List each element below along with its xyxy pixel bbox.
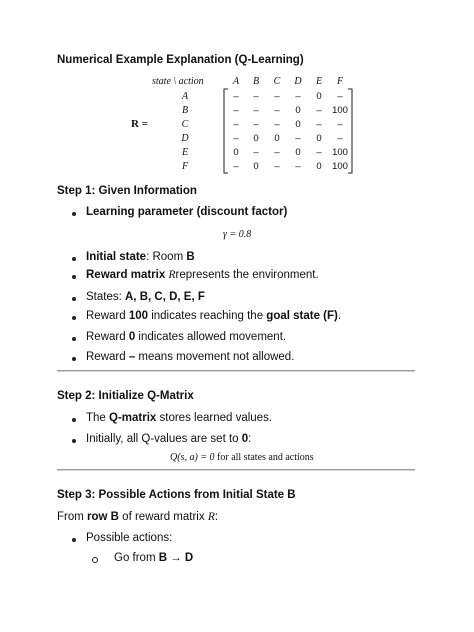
matrix-cell: 100 <box>332 105 348 116</box>
step3-intro-line: From row B of reward matrix R: <box>57 511 219 523</box>
matrix-cell: 0 <box>316 91 322 102</box>
step2-heading: Step 2: Initialize Q-Matrix <box>57 390 194 402</box>
step1-bullet-reward-dash: Reward – means movement not allowed. <box>86 351 295 363</box>
matrix-row-label: A <box>181 91 189 102</box>
matrix-cell: – <box>295 133 301 144</box>
step1-bullet-initial-state: Initial state: Room B <box>86 251 195 263</box>
matrix-cell: – <box>233 105 239 116</box>
matrix-row-label: C <box>181 119 189 130</box>
bullet-icon <box>72 357 76 361</box>
matrix-cell: 0 <box>295 147 301 158</box>
matrix-col-header: B <box>252 76 260 87</box>
matrix-cell: – <box>274 161 280 172</box>
matrix-cell: – <box>274 105 280 116</box>
step1-bullet-reward-0: Reward 0 indicates allowed movement. <box>86 331 287 343</box>
matrix-cell: 0 <box>274 133 280 144</box>
matrix-cell: 0 <box>316 161 322 172</box>
section-divider <box>57 370 415 372</box>
matrix-label: R = <box>131 118 148 130</box>
matrix-cell: – <box>233 119 239 130</box>
bullet-icon <box>72 297 76 301</box>
section-divider <box>57 469 415 471</box>
matrix-cell: 0 <box>295 119 301 130</box>
matrix-cell: – <box>316 119 322 130</box>
step3-bullet-possible-actions: Possible actions: <box>86 532 173 544</box>
step1-bullet-reward-100: Reward 100 indicates reaching the goal state (F). <box>86 310 342 322</box>
bullet-icon <box>72 337 76 341</box>
matrix-row-label: F <box>181 161 189 172</box>
matrix-cell: – <box>274 119 280 130</box>
gamma-equation: γ = 0.8 <box>223 229 252 240</box>
matrix-cell: – <box>337 91 343 102</box>
step2-bullet-qmatrix: The Q-matrix stores learned values. <box>86 412 273 424</box>
matrix-cell: – <box>295 161 301 172</box>
matrix-cell: – <box>253 119 259 130</box>
matrix-cell: – <box>337 133 343 144</box>
matrix-col-header: E <box>315 76 323 87</box>
step1-bullet-reward-matrix: Reward matrix Rrepresents the environment. <box>86 269 319 281</box>
matrix-col-header: F <box>336 76 344 87</box>
bullet-icon <box>72 316 76 320</box>
matrix-cell: 0 <box>233 147 239 158</box>
matrix-row-label: D <box>181 133 189 144</box>
matrix-row-label: E <box>181 147 189 158</box>
matrix-cell: – <box>337 119 343 130</box>
matrix-cell: – <box>233 91 239 102</box>
matrix-cell: – <box>253 105 259 116</box>
matrix-cell: – <box>316 105 322 116</box>
step1-bullet-discount: Learning parameter (discount factor) <box>86 206 288 218</box>
bullet-icon <box>72 212 76 216</box>
matrix-cell: – <box>233 161 239 172</box>
matrix-col-header: C <box>273 76 281 87</box>
sub-bullet-icon <box>92 557 98 563</box>
matrix-cell: – <box>253 147 259 158</box>
matrix-cell: 100 <box>332 161 348 172</box>
step1-bullet-states: States: A, B, C, D, E, F <box>86 291 205 303</box>
matrix-cell: 0 <box>253 133 259 144</box>
matrix-col-header: D <box>294 76 302 87</box>
q-init-equation: Q(s, a) = 0 for all states and actions <box>170 452 314 463</box>
matrix-cell: – <box>274 91 280 102</box>
bullet-icon <box>72 418 76 422</box>
matrix-cell: – <box>295 91 301 102</box>
step1-heading: Step 1: Given Information <box>57 185 197 197</box>
matrix-cell: – <box>316 147 322 158</box>
matrix-cell: 0 <box>295 105 301 116</box>
matrix-cell: 0 <box>253 161 259 172</box>
matrix-col-header: A <box>232 76 240 87</box>
matrix-cell: – <box>253 91 259 102</box>
matrix-cell: 0 <box>316 133 322 144</box>
matrix-row-label: B <box>181 105 189 116</box>
matrix-cell: – <box>233 133 239 144</box>
page-title: Numerical Example Explanation (Q-Learning) <box>57 54 304 66</box>
bullet-icon <box>72 275 76 279</box>
bullet-icon <box>72 538 76 542</box>
step3-sub-bullet-b-to-d: Go from B → D <box>114 552 194 564</box>
step2-bullet-initial-values: Initially, all Q-values are set to 0: <box>86 433 252 445</box>
bullet-icon <box>72 257 76 261</box>
matrix-corner-label: state \ action <box>152 76 204 87</box>
step3-heading: Step 3: Possible Actions from Initial State B <box>57 489 296 501</box>
matrix-cell: 100 <box>332 147 348 158</box>
matrix-cell: – <box>274 147 280 158</box>
bullet-icon <box>72 439 76 443</box>
